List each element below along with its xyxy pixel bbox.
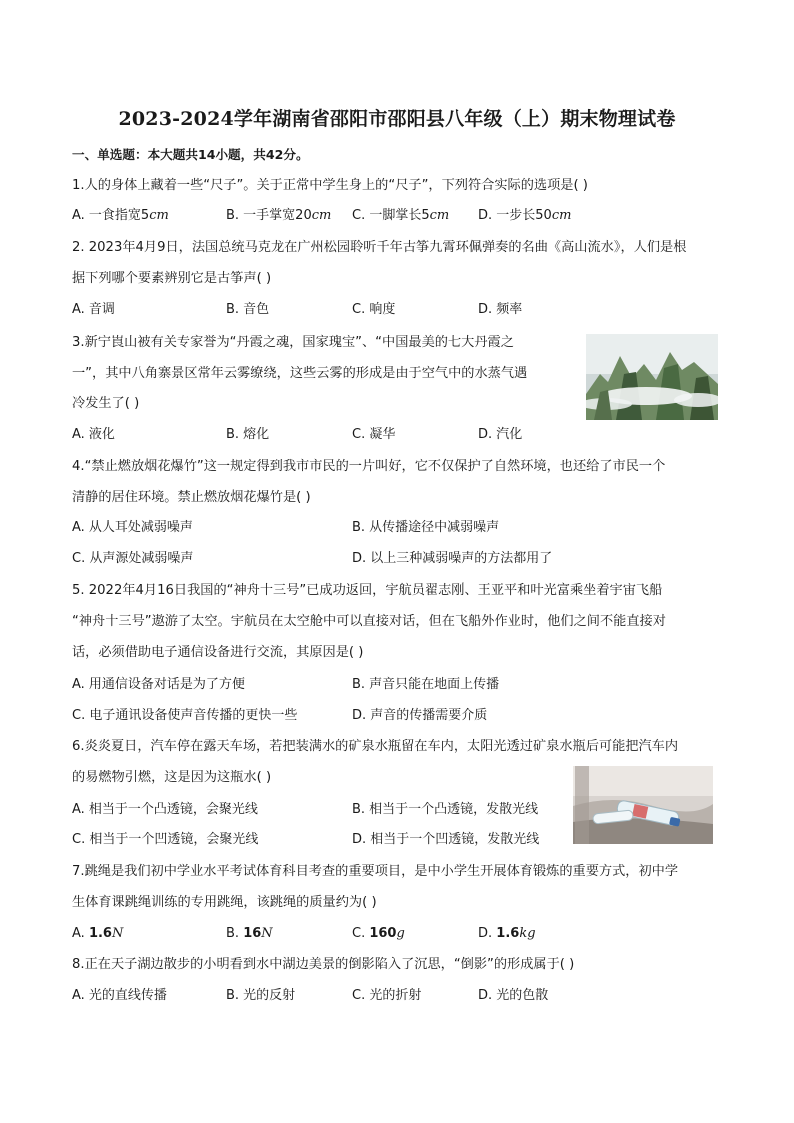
question-2-text: 2. 2023年4月9日，法国总统马克龙在广州松园聆听千年古筝九霄环佩弹奏的名曲《高山流水》，人们是根 [72,240,687,255]
question-5-text-cont: “神舟十三号”遨游了太空。宇航员在太空舱中可以直接对话，但在飞船外作业时，他们之间不能直接对 [72,614,666,629]
q2-option-b[interactable]: B. 音色 [226,302,270,317]
question-3-text: 3.新宁崀山被有关专家誉为“丹霞之魂，国家瑰宝”、“中国最美的七大丹霞之 [72,335,514,350]
q4-option-b[interactable]: B. 从传播途径中减弱噪声 [352,520,500,535]
question-3-text-cont: 一”，其中八角寨景区常年云雾缭绕，这些云雾的形成是由于空气中的水蒸气遇 [72,366,528,381]
q8-option-b[interactable]: B. 光的反射 [226,988,296,1003]
q8-option-c[interactable]: C. 光的折射 [352,988,422,1003]
q3-option-c[interactable]: C. 凝华 [352,427,396,442]
q7-option-d[interactable]: D. 1.6kg [478,926,536,941]
water-bottle-in-car-photo [573,766,713,844]
q7-option-c[interactable]: C. 160g [352,926,405,941]
q4-option-a[interactable]: A. 从人耳处减弱噪声 [72,520,193,535]
exam-title: 2023-2024学年湖南省邵阳市邵阳县八年级（上）期末物理试卷 [118,108,676,130]
question-1-text: 1.人的身体上藏着一些“尺子”。关于正常中学生身上的“尺子”，下列符合实际的选项是( ) [72,178,588,193]
question-3-text-cont2: 冷发生了( ) [72,396,140,411]
q2-option-c[interactable]: C. 响度 [352,302,396,317]
q1-option-c[interactable]: C. 一脚掌长5cm [352,208,450,223]
question-4-text: 4.“禁止燃放烟花爆竹”这一规定得到我市市民的一片叫好，它不仅保护了自然环境，也还给了市民一个 [72,459,666,474]
q5-option-d[interactable]: D. 声音的传播需要介质 [352,708,488,723]
question-6-text-cont: 的易燃物引燃，这是因为这瓶水( ) [72,770,272,785]
q3-option-a[interactable]: A. 液化 [72,427,115,442]
q7-option-a[interactable]: A. 1.6N [72,926,124,941]
question-2-text-cont: 据下列哪个要素辨别它是古筝声( ) [72,271,272,286]
q7-option-b[interactable]: B. 16N [226,926,273,941]
q8-option-a[interactable]: A. 光的直线传播 [72,988,167,1003]
question-5-text: 5. 2022年4月16日我国的“神舟十三号”已成功返回，宇航员翟志刚、王亚平和叶光富乘坐着宇宙飞船 [72,583,663,598]
q6-option-d[interactable]: D. 相当于一个凹透镜，发散光线 [352,832,540,847]
q6-option-b[interactable]: B. 相当于一个凸透镜，发散光线 [352,802,539,817]
question-6-text: 6.炎炎夏日，汽车停在露天车场，若把装满水的矿泉水瓶留在车内，太阳光透过矿泉水瓶后可能把汽车内 [72,739,679,754]
q6-option-a[interactable]: A. 相当于一个凸透镜，会聚光线 [72,802,258,817]
q3-option-d[interactable]: D. 汽化 [478,427,523,442]
q6-option-c[interactable]: C. 相当于一个凹透镜，会聚光线 [72,832,259,847]
q5-option-c[interactable]: C. 电子通讯设备使声音传播的更快一些 [72,708,298,723]
q2-option-a[interactable]: A. 音调 [72,302,115,317]
danxia-mountain-photo [586,334,718,420]
q1-option-d[interactable]: D. 一步长50cm [478,208,572,223]
question-7-text: 7.跳绳是我们初中学业水平考试体育科目考查的重要项目，是中小学生开展体育锻炼的重要方式，初中学 [72,864,679,879]
mountain-image-icon [586,334,718,420]
q2-option-d[interactable]: D. 频率 [478,302,523,317]
question-7-text-cont: 生体育课跳绳训练的专用跳绳，该跳绳的质量约为( ) [72,895,377,910]
q8-option-d[interactable]: D. 光的色散 [478,988,549,1003]
section-heading: 一、单选题：本大题共14小题，共42分。 [72,147,309,162]
q3-option-b[interactable]: B. 熔化 [226,427,270,442]
q5-option-a[interactable]: A. 用通信设备对话是为了方便 [72,677,245,692]
bottle-image-icon [573,766,713,844]
q1-option-b[interactable]: B. 一手掌宽20cm [226,208,332,223]
q5-option-b[interactable]: B. 声音只能在地面上传播 [352,677,500,692]
question-4-text-cont: 清静的居住环境。禁止燃放烟花爆竹是( ) [72,490,311,505]
question-8-text: 8.正在天子湖边散步的小明看到水中湖边美景的倒影陷入了沉思，“倒影”的形成属于( ) [72,957,575,972]
q4-option-d[interactable]: D. 以上三种减弱噪声的方法都用了 [352,551,553,566]
q4-option-c[interactable]: C. 从声源处减弱噪声 [72,551,194,566]
question-5-text-cont2: 话，必须借助电子通信设备进行交流，其原因是( ) [72,645,364,660]
q1-option-a[interactable]: A. 一食指宽5cm [72,208,169,223]
